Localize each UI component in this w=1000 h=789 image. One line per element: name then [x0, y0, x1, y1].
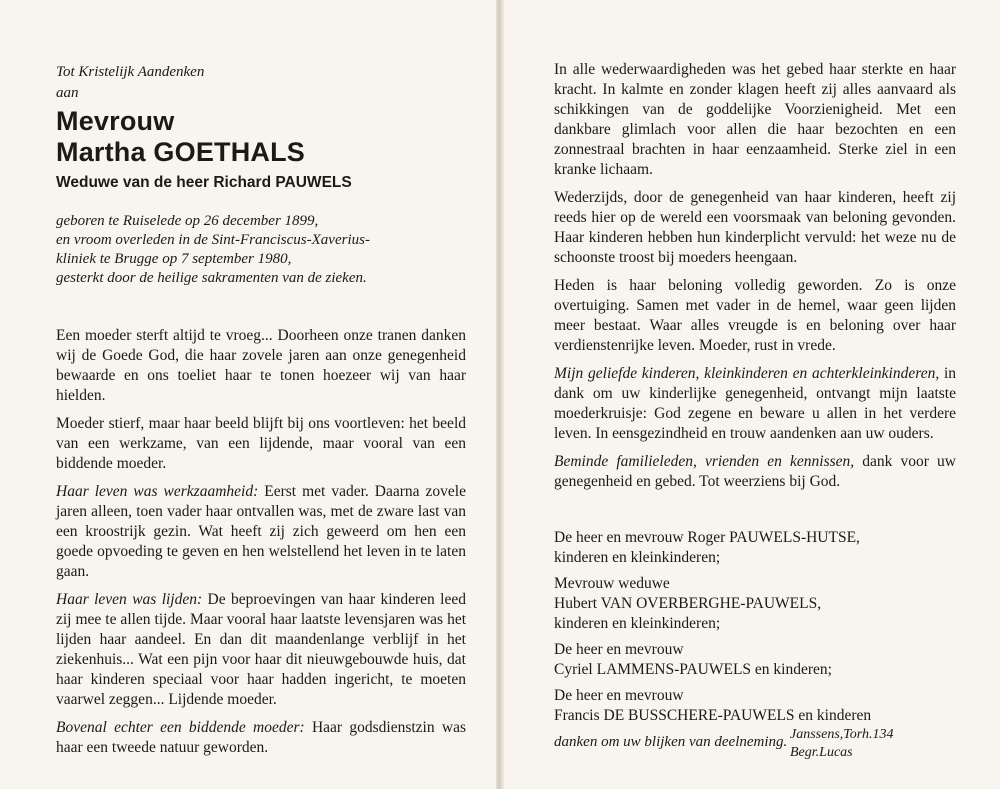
- signature-group: [554, 528, 956, 568]
- paragraph: [56, 590, 466, 710]
- signature-line: Hubert VAN OVERBERGHE-PAUWELS,: [554, 595, 822, 612]
- paragraph-text: Eerst met vader. Daarna zovele jaren alleen, toen vader haar ontvallen was, met de zware last van een kroostrijk gezin. Wat heeft zij zich geweerd om hen een goede opvoeding te geven en hen welstellend het leven in te laten gaan.: [56, 483, 466, 580]
- signature-line: Cyriel LAMMENS-PAUWELS en kinderen;: [554, 661, 832, 678]
- paragraph: [554, 364, 956, 444]
- intro-aan: aan: [56, 85, 79, 101]
- right-page: [504, 0, 1000, 789]
- signature-line: Francis DE BUSSCHERE-PAUWELS en kinderen: [554, 707, 872, 724]
- paragraph: [56, 482, 466, 582]
- signature-group: [554, 686, 956, 726]
- signature-line: kinderen en kleinkinderen;: [554, 615, 721, 632]
- family-signatures: [554, 528, 956, 752]
- printer-credit: [790, 726, 893, 762]
- paragraph: Een moeder sterft altijd te vroeg... Doorheen onze tranen danken wij de Goede God, die haar zovele jaren aan onze genegenheid bewaarde en ons toeliet haar te tonen hoezeer wij van haar hielden.: [56, 327, 466, 404]
- paragraph: Wederzijds, door de genegenheid van haar kinderen, heeft zij reeds hier op de wereld een voorsmaak van beloning gevonden. Haar kinderen hebben hun kinderplicht vervuld: het weze nu de schoonste troost bij moeders heengaan.: [554, 189, 956, 266]
- paragraph-lead: Mijn geliefde kinderen, kleinkinderen en achterkleinkinderen,: [554, 365, 940, 382]
- paragraph: Moeder stierf, maar haar beeld blijft bij ons voortleven: het beeld van een werkzame, van een lijdende, maar vooral van een biddende moeder.: [56, 415, 466, 472]
- bio-line: kliniek te Brugge op 7 september 1980,: [56, 251, 292, 267]
- left-body: [56, 326, 466, 758]
- widow-line: Weduwe van de heer Richard PAUWELS: [56, 174, 352, 191]
- signature-line: De heer en mevrouw Roger PAUWELS-HUTSE,: [554, 529, 860, 546]
- paragraph-text: in dank om uw kinderlijke genegenheid, ontvangt mijn laatste moederkruisje: God zegene en beware u allen in het verdere leven. In eensgezindheid en trouw aandenken aan uw ouders.: [554, 365, 956, 442]
- closing-line: danken om uw blijken van deelneming.: [554, 734, 788, 750]
- paragraph-text: dank voor uw genegenheid en gebed. Tot weerziens bij God.: [554, 453, 956, 490]
- paragraph-lead: Haar leven was werkzaamheid:: [56, 483, 259, 500]
- signature-group: [554, 640, 956, 680]
- intro-line: Tot Kristelijk Aandenken: [56, 64, 205, 80]
- paragraph-lead: Bovenal echter een biddende moeder:: [56, 719, 305, 736]
- paragraph-text: De beproevingen van haar kinderen leed zij mee te allen tijde. Maar vooral haar laatste levensjaren was het lijden haar aandeel. En dan dit maandenlange verblijf in het ziekenhuis... Wat een pijn voor haar dit nieuwgebouwde huis, dat haar kinderen speciaal voor haar hadden ingericht, te moeten vaarwel zeggen... Lijdende moeder.: [56, 591, 466, 708]
- paragraph-text: Haar godsdienstzin was haar een tweede natuur geworden.: [56, 719, 466, 756]
- signature-group: [554, 574, 956, 634]
- center-fold: [496, 0, 504, 789]
- bio-line: en vroom overleden in de Sint-Franciscus-Xaverius-: [56, 232, 370, 248]
- deceased-name: Martha GOETHALS: [56, 137, 306, 167]
- signature-line: kinderen en kleinkinderen;: [554, 549, 721, 566]
- bio-block: [56, 212, 466, 288]
- bio-line: geboren te Ruiselede op 26 december 1899,: [56, 213, 319, 229]
- signature-line: De heer en mevrouw: [554, 687, 684, 704]
- paragraph: Heden is haar beloning volledig geworden. Zo is onze overtuiging. Samen met vader in de hemel, waar geen lijden meer bestaat. Waar alles vreugde is en beloning over haar verdienstenrijke leven. Moeder, rust in vrede.: [554, 277, 956, 354]
- bio-line: gesterkt door de heilige sakramenten van de zieken.: [56, 270, 367, 286]
- printer-line: Janssens,Torh.134: [790, 727, 894, 742]
- printer-line: Begr.Lucas: [790, 745, 853, 760]
- paragraph-lead: Haar leven was lijden:: [56, 591, 203, 608]
- paragraph-lead: Beminde familieleden, vrienden en kennissen,: [554, 453, 855, 470]
- left-page: [0, 0, 496, 789]
- paragraph: [56, 718, 466, 758]
- paragraph: In alle wederwaardigheden was het gebed haar sterkte en haar kracht. In kalmte en zonder klagen heeft zij alles aanvaard als schikkingen van de goddelijke Voorzienigheid. Met een dankbare glimlach voor allen die haar bezochten en een zonnestraal brachten in haar eenzaamheid. Sterke ziel in een kranke lichaam.: [554, 61, 956, 178]
- signature-line: De heer en mevrouw: [554, 641, 684, 658]
- signature-line: Mevrouw weduwe: [554, 575, 670, 592]
- paragraph: [554, 452, 956, 492]
- title-mevrouw: Mevrouw: [56, 106, 175, 136]
